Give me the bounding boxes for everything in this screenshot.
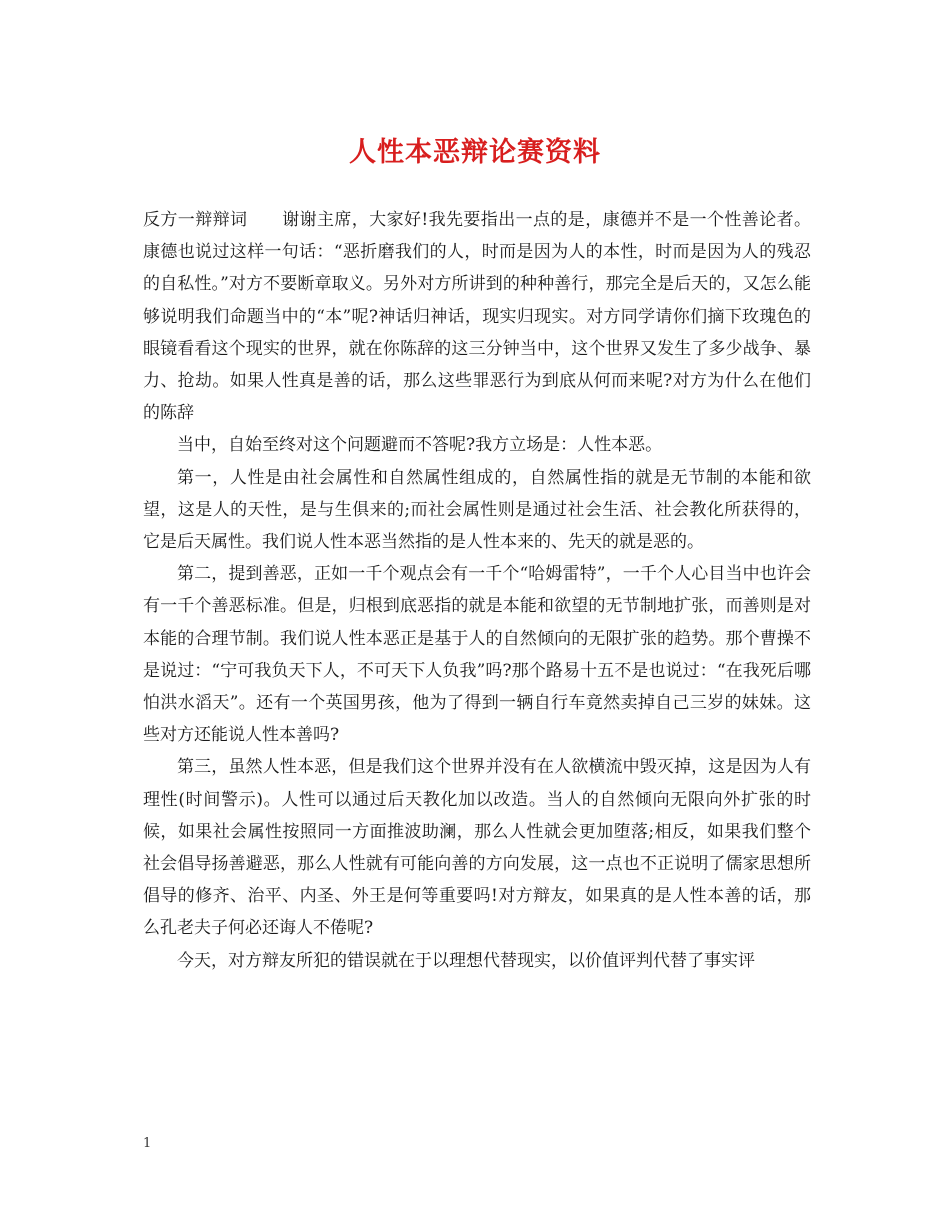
paragraph-opening: 反方一辩辩词 谢谢主席，大家好!我先要指出一点的是，康德并不是一个性善论者。康德也说过这样一句话：“恶折磨我们的人，时而是因为人的本性，时而是因为人的残忍的自私性。”对方不要断章取义。另外对方所讲到的种种善行，那完全是后天的，又怎么能够说明我们命题当中的“本”呢?神话归神话，现实归现实。对方同学请你们摘下玫瑰色的眼镜看看这个现实的世界，就在你陈辞的这三分钟当中，这个世界又发生了多少战争、暴力、抢劫。如果人性真是善的话，那么这些罪恶行为到底从何而来呢?对方为什么在他们的陈辞 (143, 210, 811, 424)
paragraph-point-three: 第三，虽然人性本恶，但是我们这个世界并没有在人欲横流中毁灭掉，这是因为人有理性(时间警示)。人性可以通过后天教化加以改造。当人的自然倾向无限向外扩张的时候，如果社会属性按照同一方面推波助澜，那么人性就会更加堕落;相反，如果我们整个社会倡导扬善避恶，那么人性就有可能向善的方向发展，这一点也不正说明了儒家思想所倡导的修齐、治平、内圣、外王是何等重要吗!对方辩友，如果真的是人性本善的话，那么孔老夫子何必还诲人不倦呢? (143, 757, 811, 939)
document-body (143, 204, 811, 977)
paragraph-point-two: 第二，提到善恶，正如一千个观点会有一千个“哈姆雷特”，一千个人心目当中也许会有一千个善恶标准。但是，归根到底恶指的就是本能和欲望的无节制地扩张，而善则是对本能的合理节制。我们说人性本恶正是基于人的自然倾向的无限扩张的趋势。那个曹操不是说过：“宁可我负天下人，不可天下人负我”吗?那个路易十五不是也说过：“在我死后哪怕洪水滔天”。还有一个英国男孩，他为了得到一辆自行车竟然卖掉自己三岁的妹妹。这些对方还能说人性本善吗? (143, 564, 811, 746)
page-number: 1 (143, 1136, 152, 1151)
paragraph-point-one: 第一，人性是由社会属性和自然属性组成的，自然属性指的就是无节制的本能和欲望，这是人的天性，是与生俱来的;而社会属性则是通过社会生活、社会教化所获得的，它是后天属性。我们说人性本恶当然指的是人性本来的、先天的就是恶的。 (143, 467, 811, 553)
paragraph-position: 当中，自始至终对这个问题避而不答呢?我方立场是：人性本恶。 (177, 435, 663, 456)
document-title: 人性本恶辩论赛资料 (349, 137, 601, 168)
paragraph-conclusion: 今天，对方辩友所犯的错误就在于以理想代替现实，以价值评判代替了事实评 (177, 950, 755, 971)
